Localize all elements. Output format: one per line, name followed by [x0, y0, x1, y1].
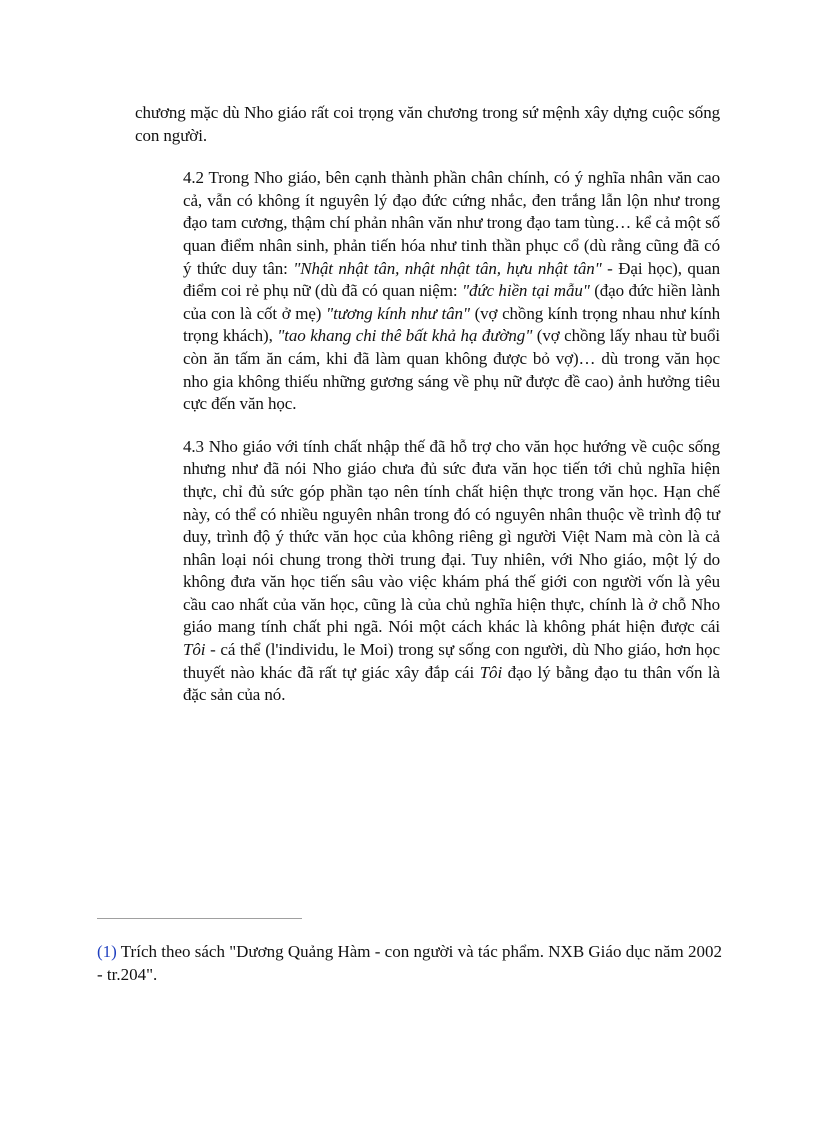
- footnote-marker-link[interactable]: (1): [97, 942, 117, 961]
- main-text: [135, 102, 720, 707]
- emphasis-toi: Tôi: [479, 662, 503, 682]
- text-run: - cá thể (l'individu, le Moi) trong sự sống con người, dù Nho giáo, hơn học thuyết nào khác đã rất tự giác xây đắp cái: [183, 640, 720, 682]
- paragraph-4-2: [135, 167, 720, 416]
- footnote: [97, 940, 722, 986]
- quote-nhat-tan: "Nhật nhật tân, nhật nhật tân, hựu nhật tân": [293, 258, 602, 278]
- text-run: (vợ chồng lấy nhau từ buổi còn ăn tấm ăn cám, khi đã làm quan không được bỏ vợ)… dù trong văn học nho gia không thiếu những gương sáng về phụ nữ được đề cao) ảnh hưởng tiêu cực đến văn học.: [183, 326, 720, 414]
- footnote-separator: [97, 918, 302, 919]
- paragraph-continuation: chương mặc dù Nho giáo rất coi trọng văn chương trong sứ mệnh xây dựng cuộc sống con người.: [135, 103, 720, 145]
- quote-tao-khang: "tao khang chi thê bất khả hạ đường": [277, 326, 533, 346]
- text-run: - Đại học), quan điểm coi rẻ phụ nữ (dù đã có quan niệm:: [183, 258, 721, 301]
- text-run: (vợ chồng kính trọng nhau như kính trọng khách),: [183, 303, 720, 346]
- quote-tuong-kinh: "tương kính như tân": [326, 303, 470, 323]
- text-run: 4.2 Trong Nho giáo, bên cạnh thành phần chân chính, có ý nghĩa nhân văn cao cả, vẫn có không ít nguyên lý đạo đức cứng nhắc, đen trắng lẫn lộn như trong đạo tam cương, thậm chí phản nhân văn như trong đạo tam tùng… kể cả một số quan điểm nhân sinh, phản tiến hóa như tinh thần phục cổ (dù rằng cũng đã có ý thức duy tân:: [183, 168, 720, 278]
- text-run: (đạo đức hiền lành của con là cốt ở mẹ): [183, 281, 720, 323]
- emphasis-toi: Tôi: [183, 640, 206, 660]
- paragraph-4-3: [135, 436, 720, 707]
- footnote-text: Trích theo sách "Dương Quảng Hàm - con người và tác phẩm. NXB Giáo dục năm 2002 - tr.204".: [97, 942, 723, 984]
- quote-duc-hien: "đức hiền tại mẫu": [461, 281, 590, 301]
- text-run: 4.3 Nho giáo với tính chất nhập thế đã hỗ trợ cho văn học hướng về cuộc sống nhưng như đã nói Nho giáo chưa đủ sức đưa văn học tiến tới chủ nghĩa hiện thực, chỉ đủ sức góp phần tạo nên tính chất hiện thực trong văn học. Hạn chế này, có thể có nhiều nguyên nhân trong đó có nguyên nhân thuộc về trình độ tư duy, trình độ ý thức văn học của không riêng gì người Việt Nam mà còn là cả nhân loại nói chung trong thời trung đại. Tuy nhiên, với Nho giáo, một lý do không đưa văn học tiến sâu vào việc khám phá thế giới con người vốn là yêu cầu cao nhất của văn học, cũng là của chủ nghĩa hiện thực, chính là ở chỗ Nho giáo mang tính chất phi ngã. Nói một cách khác là không phát hiện được cái: [183, 436, 720, 637]
- text-run: đạo lý bằng đạo tu thân vốn là đặc sản của nó.: [183, 662, 720, 705]
